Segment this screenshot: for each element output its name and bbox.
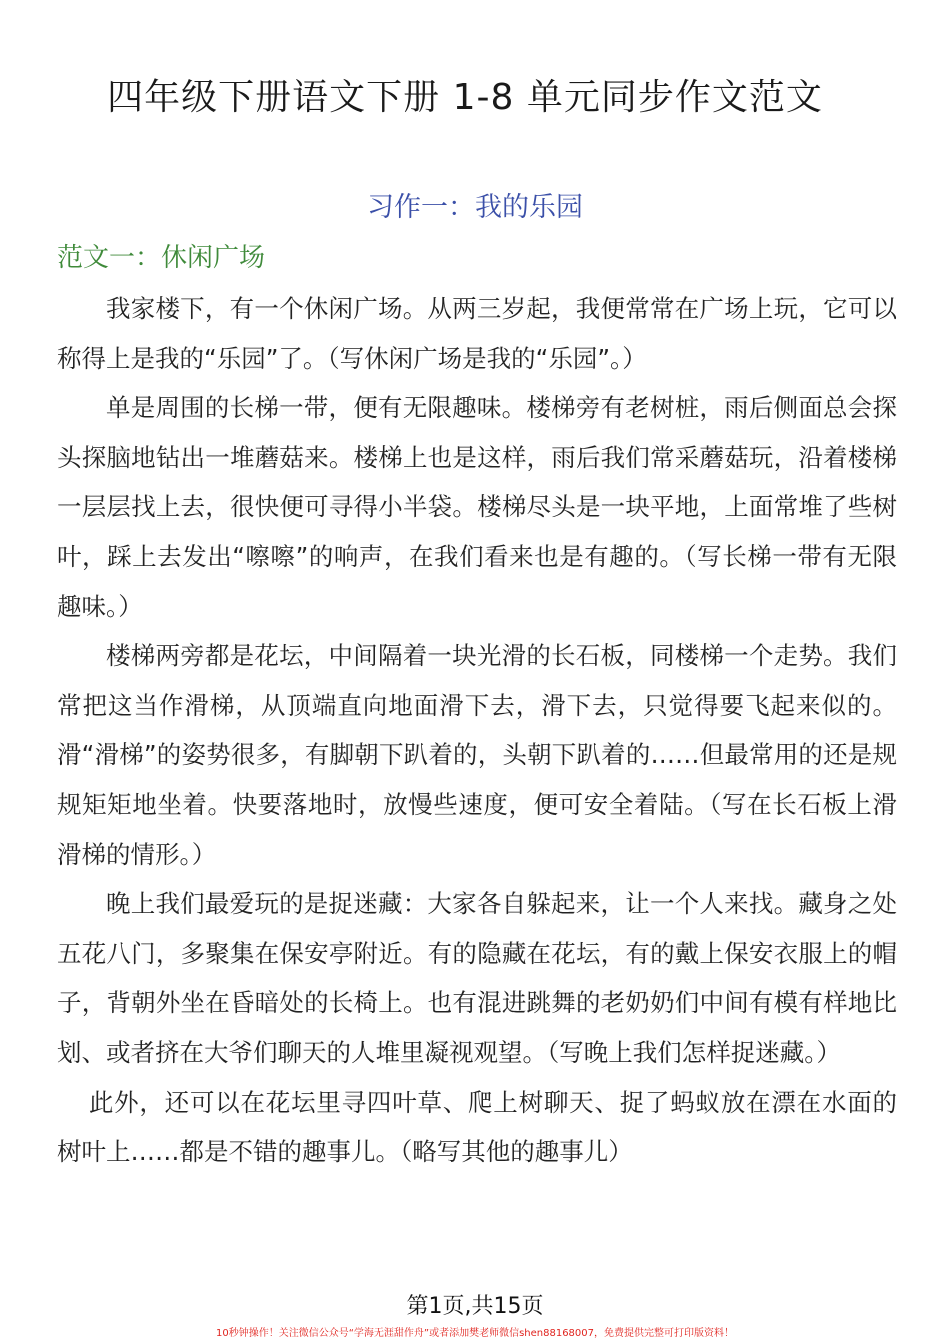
section-title: 习作一：我的乐园 <box>367 192 583 223</box>
essay-title: 范文一：休闲广场 <box>57 243 266 273</box>
paragraph: 我家楼下，有一个休闲广场。从两三岁起，我便常常在广场上玩，它可以称得上是我的“乐园”了。（写休闲广场是我的“乐园”。） <box>57 294 897 373</box>
page-number: 第1页,共15页 <box>406 1294 544 1319</box>
document-title: 四年级下册语文下册 1-8 单元同步作文范文 <box>107 77 823 118</box>
footer-note: 10秒钟操作！关注微信公众号“学海无涯甜作舟”或者添加樊老师微信shen88168007，免费提供完整可打印版资料！ <box>215 1328 735 1339</box>
paragraph: 单是周围的长梯一带，便有无限趣味。楼梯旁有老树桩，雨后侧面总会探头探脑地钻出一堆蘑菇来。楼梯上也是这样，雨后我们常采蘑菇玩，沿着楼梯一层层找上去，很快便可寻得小半袋。楼梯尽头是一块平地，上面常堆了些树叶，踩上去发出“嚓嚓”的响声，在我们看来也是有趣的。（写长梯一带有无限趣味。） <box>57 393 897 621</box>
paragraph: 晚上我们最爱玩的是捉迷藏：大家各自躲起来，让一个人来找。藏身之处五花八门，多聚集在保安亭附近。有的隐藏在花坛，有的戴上保安衣服上的帽子，背朝外坐在昏暗处的长椅上。也有混进跳舞的老奶奶们中间有模有样地比划、或者挤在大爷们聊天的人堆里凝视观望。（写晚上我们怎样捉迷藏。） <box>57 889 897 1067</box>
paragraph: 此外，还可以在花坛里寻四叶草、爬上树聊天、捉了蚂蚁放在漂在水面的树叶上……都是不错的趣事儿。（略写其他的趣事儿） <box>57 1087 897 1167</box>
essay-body <box>57 284 897 1177</box>
paragraph: 楼梯两旁都是花坛，中间隔着一块光滑的长石板，同楼梯一个走势。我们常把这当作滑梯，从顶端直向地面滑下去，滑下去，只觉得要飞起来似的。滑“滑梯”的姿势很多，有脚朝下趴着的，头朝下趴着的……但最常用的还是规规矩矩地坐着。快要落地时，放慢些速度，便可安全着陆。（写在长石板上滑滑梯的情形。） <box>57 641 897 869</box>
